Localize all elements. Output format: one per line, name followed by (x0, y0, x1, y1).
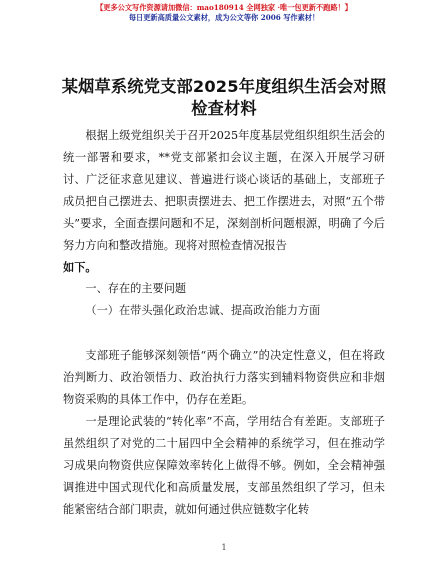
banner-line-1: 【更多公文写作资源请加微信：mao180914 全网独家 ·唯一包更新不跑路！】 (96, 3, 352, 12)
paragraph-3-text: 一是理论武装的“转化率”不高，学用结合有差距。支部班子虽然组织了对党的二十届四中全会精神的系统学习，但在推动学习成果向物资供应保障效率转化上做得不够。例如，全会精神强调推进中国式现代化和高质量发展，支部虽然组织了学习，但未能紧密结合部门职责，就如何通过供应链数字化转 (63, 415, 385, 516)
subsection-heading-1 (63, 300, 385, 322)
document-title: 某烟草系统党支部2025年度组织生活会对照检查材料 (61, 77, 387, 118)
intro-paragraph-block (63, 125, 385, 279)
promo-banner (0, 3, 448, 23)
subsection-heading-1-text: （一）在带头强化政治忠诚、提高政治能力方面 (85, 304, 321, 317)
intro-paragraph-ending: 如下。 (63, 261, 97, 274)
intro-paragraph: 根据上级党组织关于召开2025年度基层党组织组织生活会的统一部署和要求，**党支部紧扣会议主题，在深入开展学习研讨、广泛征求意见建议、普遍进行谈心谈话的基础上，支部班子成员把自己摆进去、把职责摆进去、把工作摆进去，对照“五个带头”要求，全面查摆问题和不足，深刻剖析问题根源，明确了今后努力方向和整改措施。现将对照检查情况报告 (63, 129, 385, 252)
paragraph-2-text: 支部班子能够深刻领悟“两个确立”的决定性意义，但在将政治判断力、政治领悟力、政治执行力落实到辅料物资供应和非烟物资采购的具体工作中，仍存在差距。 (63, 349, 385, 406)
banner-line-2: 每日更新高质量公文素材，成为公文等你 2006 写作素材！ (128, 13, 320, 22)
page-number: 1 (221, 543, 227, 552)
paragraph-2 (63, 345, 385, 411)
paragraph-3 (63, 411, 385, 521)
section-heading-1 (63, 278, 385, 300)
section-heading-1-text: 一、存在的主要问题 (85, 282, 187, 295)
